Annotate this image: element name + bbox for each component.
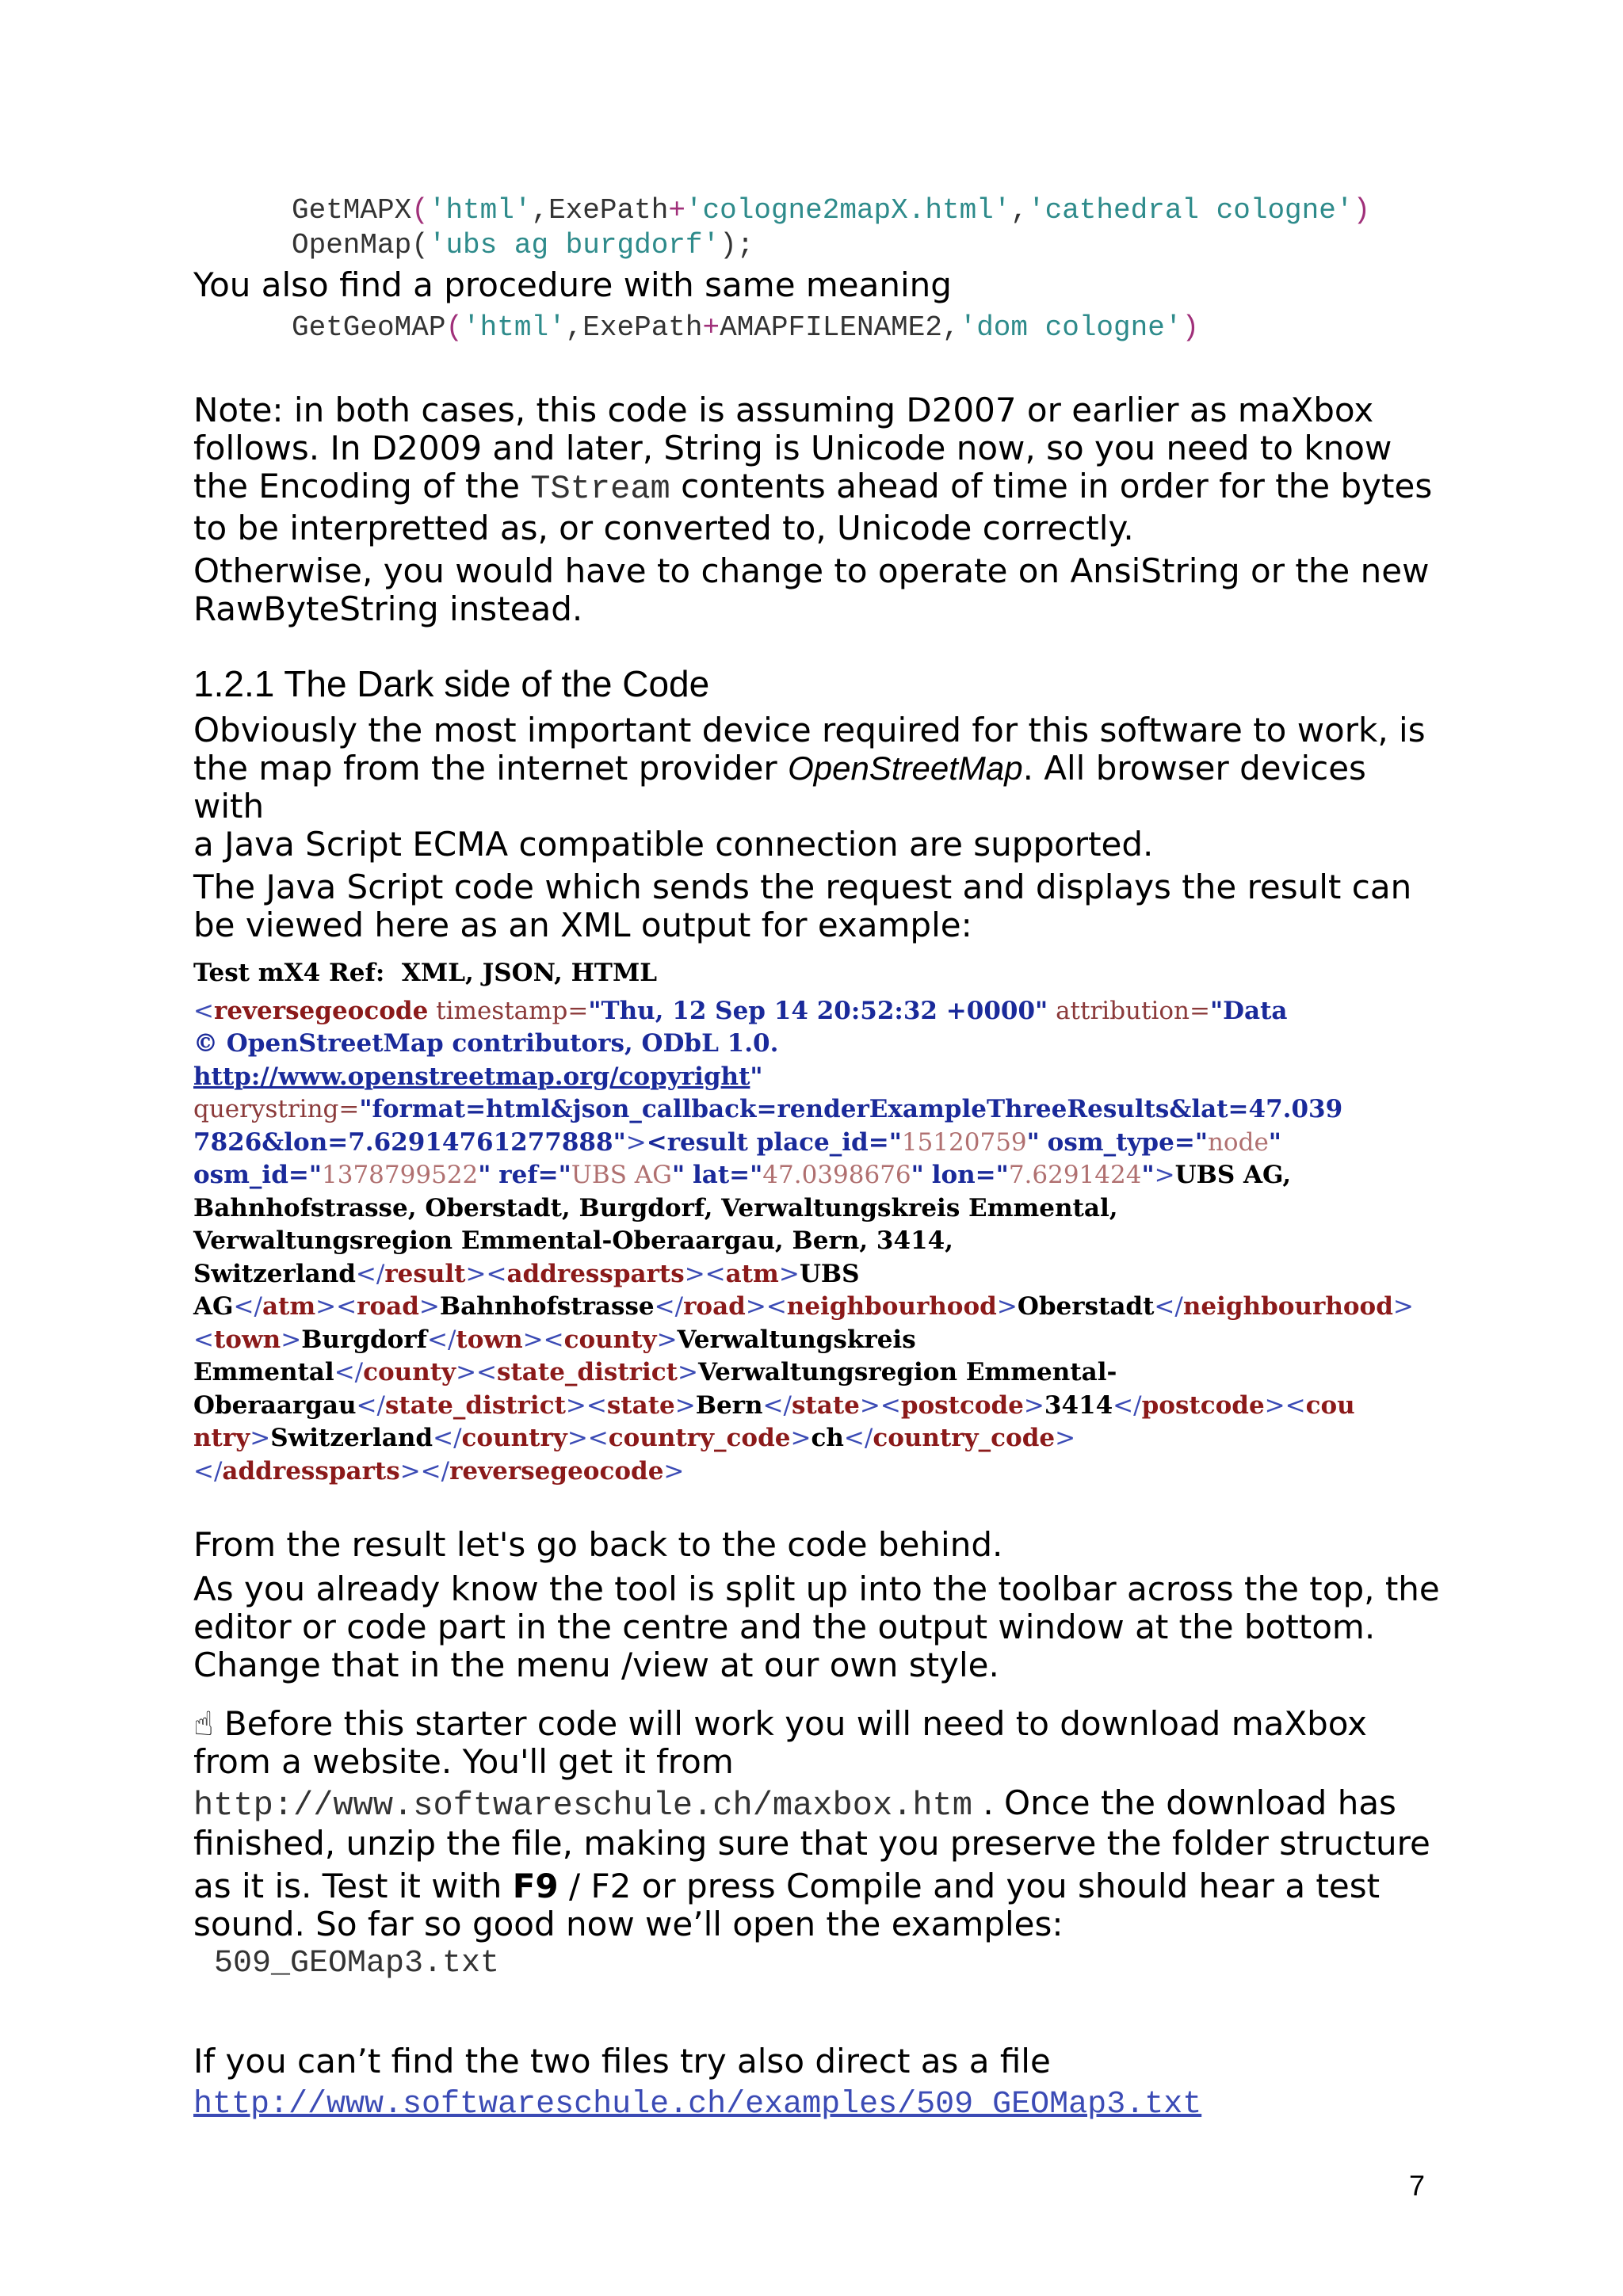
key-f9: F9 — [512, 1867, 559, 1905]
inline-code-tstream: TStream — [530, 470, 670, 508]
paragraph-code-behind: From the result let's go back to the code behind. As you already know the tool is split up into the toolbar across the top, the editor or code part in the centre and the output window at the bottom. Change that in the menu /view at our own style. — [193, 1525, 1440, 1684]
paragraph-dark-side: Obviously the most important device required for this software to work, is the map from the internet provider OpenStreetMap. All browser devices with a Java Script ECMA compatible connection are supported. The Java Script code which sends the request and displays the result can be viewed here as an XML output for example: — [193, 711, 1426, 944]
paragraph-also-find: You also find a procedure with same meaning — [193, 265, 952, 304]
paragraph-note: Note: in both cases, this code is assuming D2007 or earlier as maXbox follows. In D2009 and later, String is Unicode now, so you need to know the Encoding of the TStream contents ahead of time in order for the bytes to be interpretted as, or converted to, Unicode correctly. Otherwise, you would have to change to operate on AnsiString or the new RawByteString instead. — [193, 391, 1433, 628]
xml-test-line: Test mX4 Ref: XML, JSON, HTML — [193, 959, 658, 987]
page-number: 7 — [1409, 2169, 1426, 2202]
code-line-getgeomap: GetGeoMAP('html',ExePath+AMAPFILENAME2,'dom cologne') — [292, 311, 1200, 344]
section-heading: 1.2.1 The Dark side of the Code — [193, 663, 710, 704]
paragraph-starter-hint: ☝ Before this starter code will work you will need to download maXbox from a website. You'll get it from http://www.softwareschule.ch/maxbox.htm . Once the download has finished, unzip the file, making sure that you preserve the folder structure as it is. Test it with F9 / F2 or press Compile and you should hear a test sound. So far so good now we’ll open the examples: 509_GEOMap3.txt — [193, 1705, 1445, 1983]
emphasis-openstreetmap: OpenStreetMap — [788, 749, 1023, 787]
code-line-openmap: OpenMap('ubs ag burgdorf'); — [292, 229, 754, 261]
openstreetmap-copyright-link[interactable]: http://www.openstreetmap.org/copyright — [193, 1062, 750, 1091]
example-filename: 509_GEOMap3.txt — [214, 1946, 500, 1981]
paragraph-cant-find: If you can’t find the two files try also direct as a file — [193, 2042, 1051, 2081]
pointing-finger-icon: ☝ — [193, 1704, 214, 1743]
example-file-link[interactable]: http://www.softwareschule.ch/examples/509_GEOMap3.txt — [193, 2087, 1202, 2122]
xml-output-block: Test mX4 Ref: XML, JSON, HTML <reversegeocode timestamp="Thu, 12 Sep 14 20:52:32 +0000" attribution="Data © OpenStreetMap contributors, ODbL 1.0. http://www.openstreetmap.org/copyright" querystring="format=html&json_callback=renderExampleThreeResults&lat=47.039 7826&lon=7.62914761277888"><result place_id="15120759" osm_type="node" osm_id="1378799522" ref="UBS AG" lat="47.0398676" lon="7.6291424">UBS AG, Bahnhofstrasse, Oberstadt, Burgdorf, Verwaltungskreis Emmental, Verwaltungsregion Emmental-Oberaargau, Bern, 3414, Switzerland</result><addressparts><atm>UBS AG</atm><road>Bahnhofstrasse</road><neighbourhood>Oberstadt</neighbourhood> <town>Burgdorf</town><county>Verwaltungskreis Emmental</county><state_district>Verwaltungsregion Emmental- Oberaargau</state_district><state>Bern</state><postcode>3414</postcode><cou ntry>Switzerland</country><country_code>ch</country_code> </addressparts></reversegeocode> — [193, 957, 1461, 1488]
code-line-getmapx: GetMAPX('html',ExePath+'cologne2mapX.html','cathedral cologne') — [292, 194, 1371, 227]
maxbox-download-link[interactable]: http://www.softwareschule.ch/maxbox.htm — [193, 1787, 972, 1825]
